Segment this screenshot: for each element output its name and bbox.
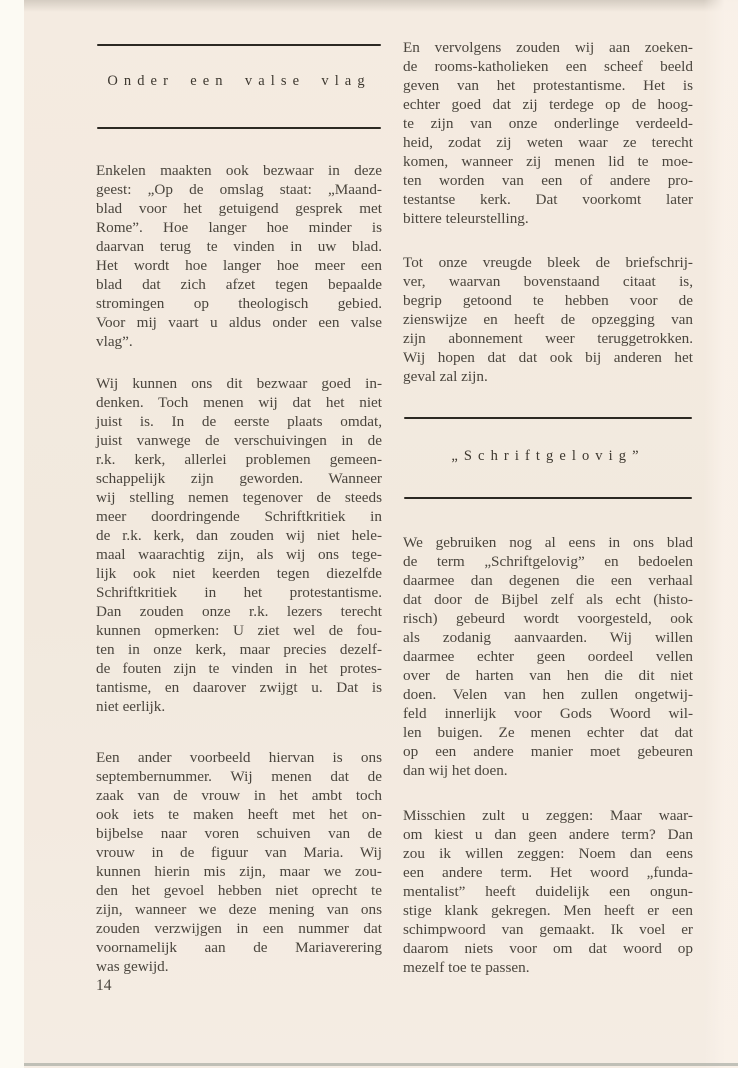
text-line: vlag”. [96,333,133,350]
article1-paragraph-2 [96,374,382,716]
text-line: blad voor het getuigend gesprek met [96,200,382,217]
text-line: Voor mij vaart u aldus onder een valse [96,314,382,331]
article1-title: Onder een valse vlag [107,73,371,89]
text-line: de term „Schriftgelovig” en bedoelen [403,553,693,570]
text-line: r.k. kerk, allerlei problemen gemeen- [96,451,382,468]
text-line: zijn abonnement weer teruggetrokken. [403,330,693,347]
text-line: Misschien zult u zeggen: Maar waar- [403,807,693,824]
text-line: dan wij het doen. [403,762,508,779]
text-line: risch) gebeurd wordt voorgesteld, ook [403,610,693,627]
page-number: 14 [96,977,112,994]
text-line: blad dat zich afzet tegen bepaalde [96,276,382,293]
text-line: stige klank gekregen. Men heeft er een [403,902,693,919]
text-line: daarmee dan degenen die een verhaal [403,572,693,589]
text-line: ten worden van een of andere pro- [403,172,693,189]
text-line: Wij kunnen ons dit bezwaar goed in- [96,375,382,392]
right-paragraph-2 [403,253,693,386]
text-line: echter goed dat zij terdege op de hoog- [403,96,693,113]
text-line: mezelf toe te passen. [403,959,530,976]
text-line: doen. Velen van hen zullen ongetwij- [403,686,693,703]
text-line: daarmee echter geen oordeel vellen [403,648,693,665]
text-line: schappelijk zijn geworden. Wanneer [96,470,382,487]
text-line: niet eerlijk. [96,698,166,715]
text-line: de rooms-katholieken een scheef beeld [403,58,693,75]
text-line: om kiest u dan geen andere term? Dan [403,826,693,843]
article2-title: „Schriftgelovig” [451,448,645,464]
text-line: zienswijze en heeft de opzegging van [403,311,693,328]
text-line: geven van het protestantisme. Het is [403,77,693,94]
scan-edge-left [0,0,24,1068]
article2-rule-top [404,417,692,419]
left-column [96,0,382,1068]
text-line: len buigen. Ze menen echter dat dat [403,724,693,741]
text-line: de r.k. kerk, dan zouden wij niet hele- [96,527,382,544]
article1-rule-top [97,44,381,46]
text-line: Dan zouden onze r.k. lezers terecht [96,603,382,620]
text-line: dat door de Bijbel zelf als echt (histo- [403,591,693,608]
article2-rule-bottom [404,497,692,499]
text-line: En vervolgens zouden wij aan zoeken- [403,39,693,56]
article1-rule-bottom [97,127,381,129]
text-line: juist vanwege de verschuivingen in de [96,432,382,449]
text-line: Wij hopen dat dat ook bij anderen het [403,349,693,366]
text-line: schimpwoord van gemaakt. Ik voel er [403,921,693,938]
text-line: mentalist” heeft duidelijk een ongun- [403,883,693,900]
text-line: We gebruiken nog al eens in ons blad [403,534,693,551]
text-line: de fouten zijn te vinden in het protes- [96,660,382,677]
article1-paragraph-1 [96,161,382,351]
article1-paragraph-3 [96,748,382,976]
text-line: daarom niets voor om dat woord op [403,940,693,957]
text-line: Het wordt hoe langer hoe meer een [96,257,382,274]
text-line: op een andere manier moet gebeuren [403,743,693,760]
text-line: te zijn van onze onderlinge verdeeld- [403,115,693,132]
text-line: bittere teleurstelling. [403,210,529,227]
text-line: over de harten van hen die dit niet [403,667,693,684]
text-line: wij stelling nemen tegenover de steeds [96,489,382,506]
text-line: voornamelijk aan de Mariaverering [96,939,382,956]
text-line: zaak van de vrouw in het ambt toch [96,787,382,804]
text-line: stromingen op theologisch gebied. [96,295,382,312]
text-line: komen, wanneer zij menen lid te moe- [403,153,693,170]
right-column [403,0,693,1068]
text-line: juist is. In de eerste plaats omdat, [96,413,382,430]
text-line: meer doordringende Schriftkritiek in [96,508,382,525]
text-line: als zodanig aanvaarden. Wij willen [403,629,693,646]
text-line: Schriftkritiek in het protestantisme. [96,584,382,601]
text-line: daarvan terug te vinden in uw blad. [96,238,382,255]
text-line: kunnen hierin mis zijn, maar we zou- [96,863,382,880]
text-line: begrip getoond te hebben voor de [403,292,693,309]
text-line: een andere term. Het woord „funda- [403,864,693,881]
text-line: zou ik willen zeggen: Noem dan eens [403,845,693,862]
text-line: geval zal zijn. [403,368,488,385]
scan-edge-right [704,0,738,1068]
text-line: denken. Toch menen wij dat het niet [96,394,382,411]
text-line: lijk ook niet keerden tegen diezelfde [96,565,382,582]
text-line: den het gevoel hebben niet oprecht te [96,882,382,899]
article2-paragraph-1 [403,533,693,780]
text-line: Tot onze vreugde bleek de briefschrij- [403,254,693,271]
text-line: Enkelen maakten ook bezwaar in deze [96,162,382,179]
text-line: kunnen opmerken: U ziet wel de fou- [96,622,382,639]
text-line: zijn, wanneer we deze mening van ons [96,901,382,918]
right-paragraph-1 [403,38,693,228]
text-line: zouden verzwijgen in een nummer dat [96,920,382,937]
text-line: ten in onze kerk, maar precies dezelf- [96,641,382,658]
article2-paragraph-2 [403,806,693,977]
text-line: testantse kerk. Dat voorkomt later [403,191,693,208]
text-line: tantisme, en daarover zwijgt u. Dat is [96,679,382,696]
text-line: maal waarachtig zijn, als wij ons tege- [96,546,382,563]
text-line: vrouw in de figuur van Maria. Wij [96,844,382,861]
text-line: septembernummer. Wij menen dat de [96,768,382,785]
text-line: heid, zodat zij weten waar ze terecht [403,134,693,151]
text-line: feld innerlijk voor Gods Woord wil- [403,705,693,722]
text-line: ver, waarvan bovenstaand citaat is, [403,273,693,290]
text-line: was gewijd. [96,958,169,975]
text-line: geest: „Op de omslag staat: „Maand- [96,181,382,198]
text-line: bijbelse naar voren schuiven van de [96,825,382,842]
text-line: Rome”. Hoe langer hoe minder is [96,219,382,236]
text-line: ook iets te maken heeft met het on- [96,806,382,823]
text-line: Een ander voorbeeld hiervan is ons [96,749,382,766]
